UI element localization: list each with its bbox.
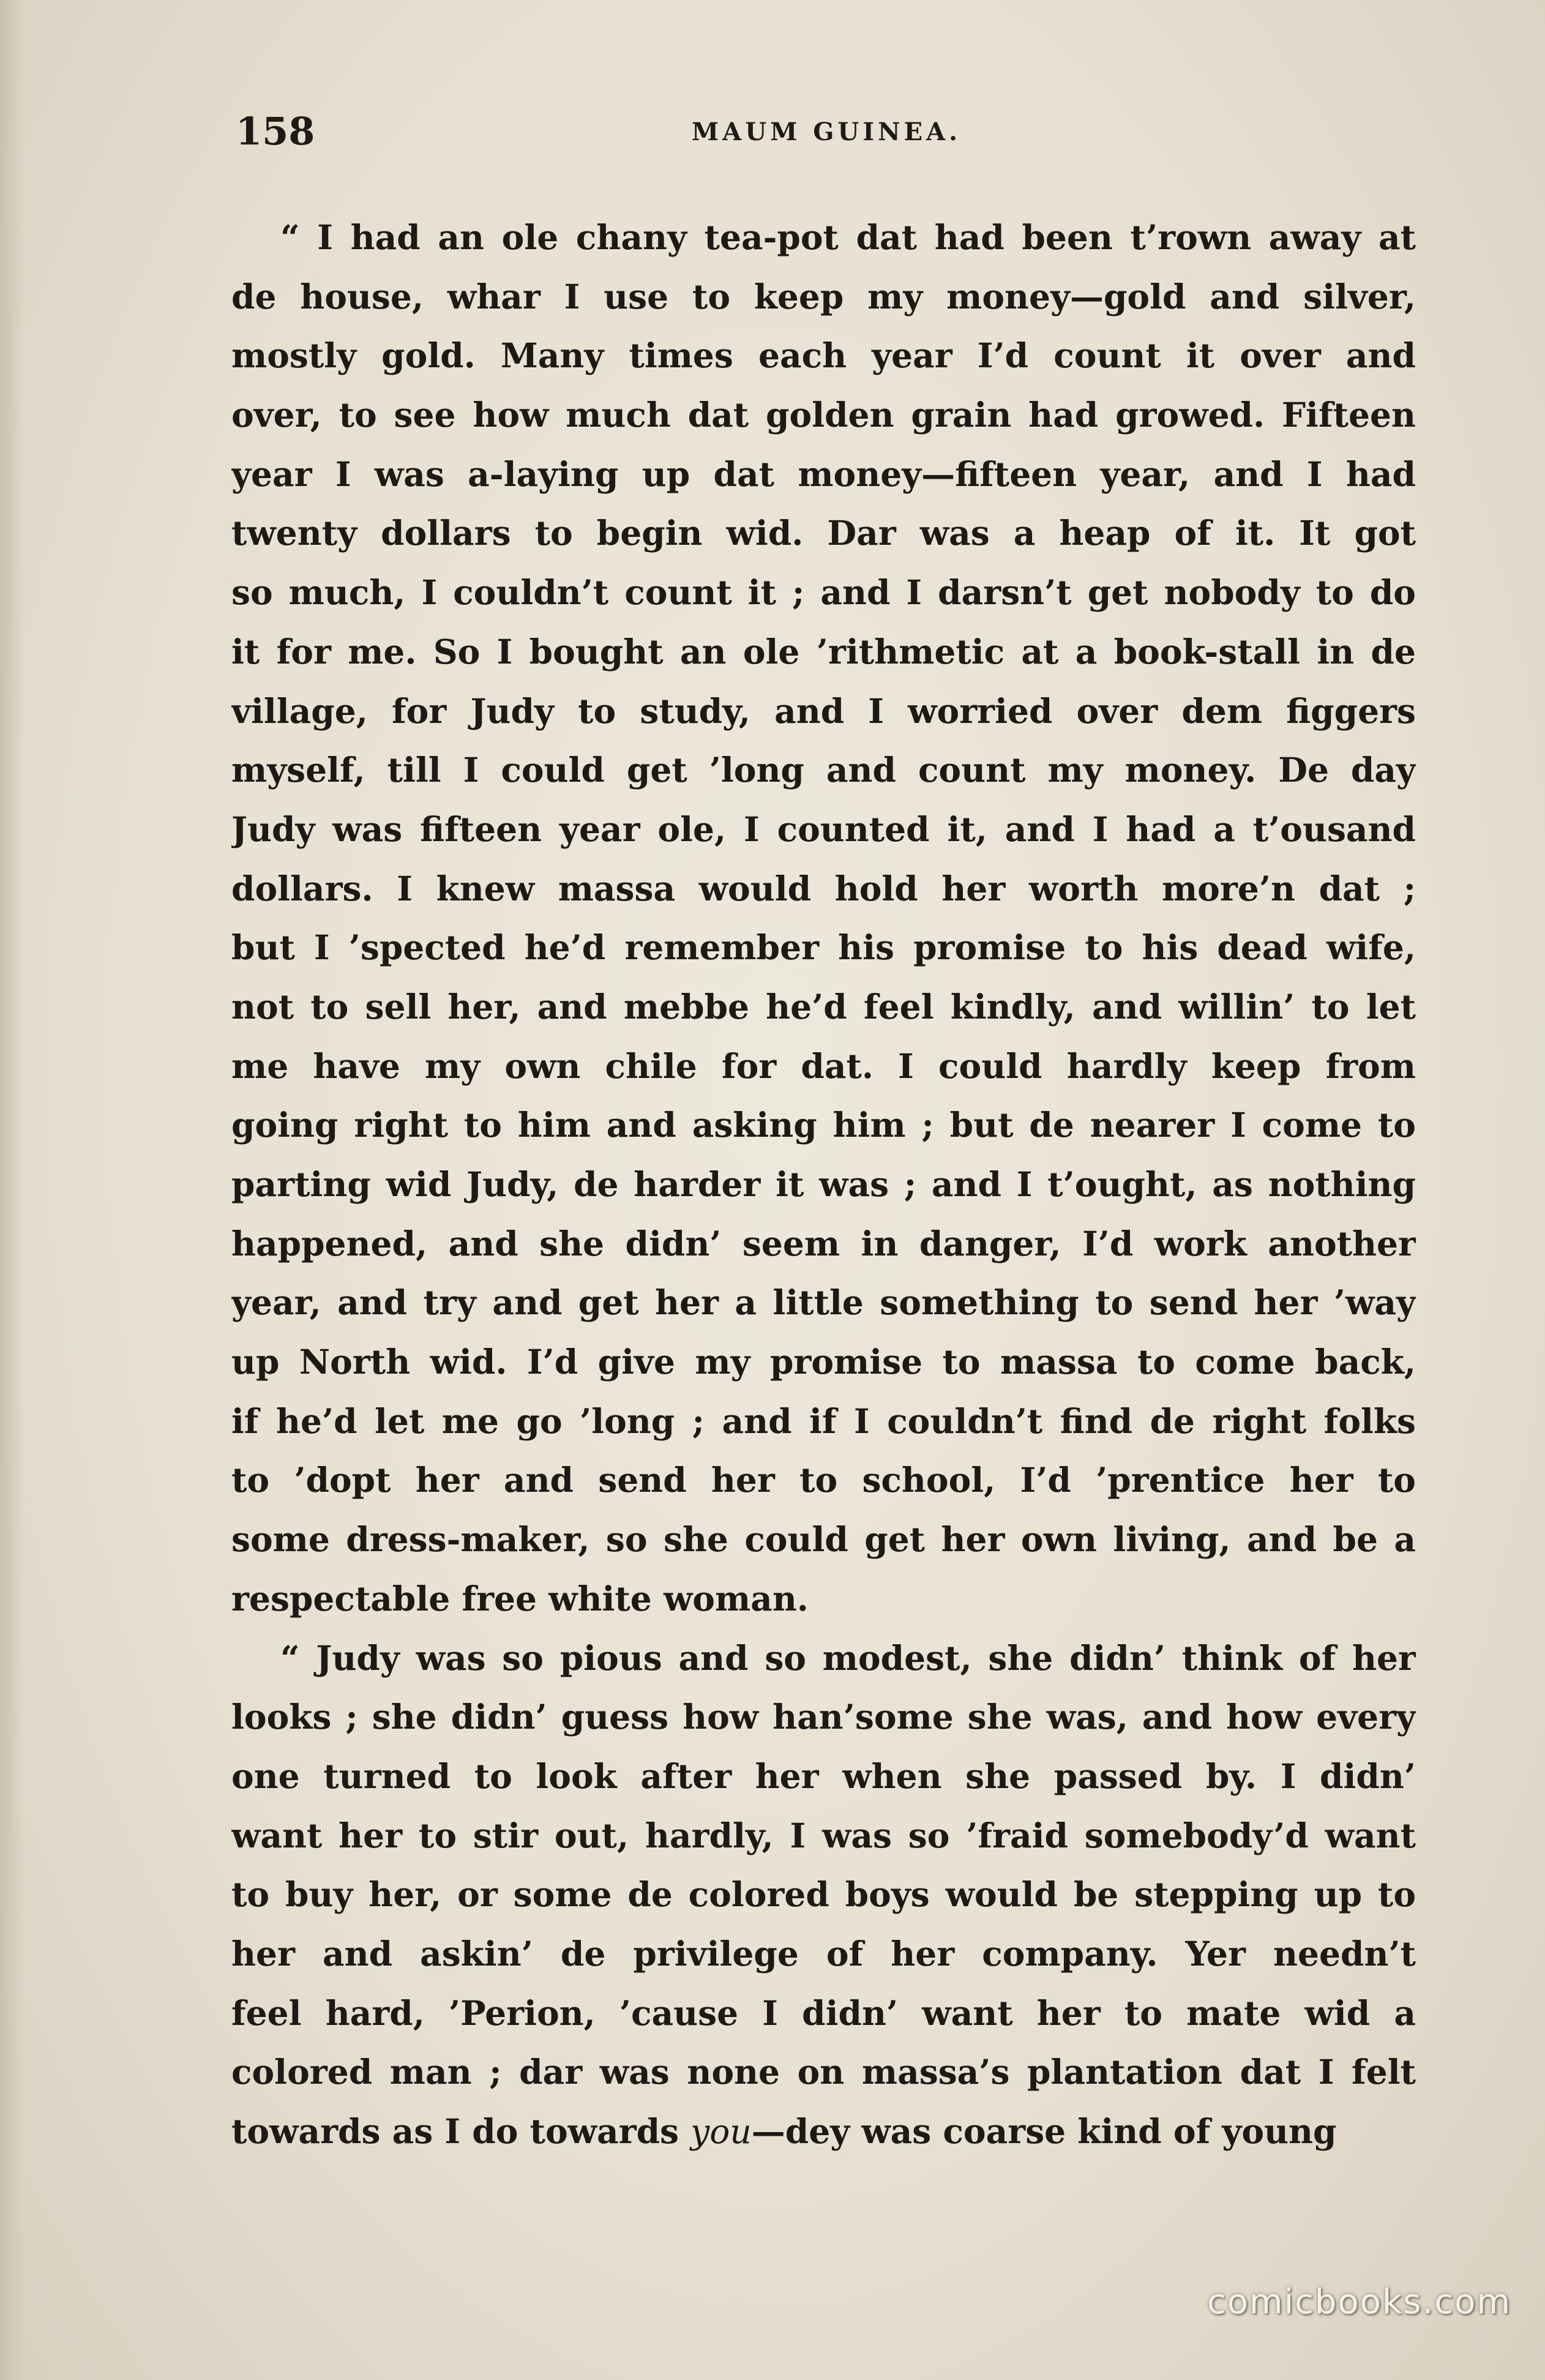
text-line: me have my own chile for dat. I could hardly keep from bbox=[231, 1046, 1416, 1086]
text-line: going right to him and asking him ; but de nearer I come to bbox=[231, 1105, 1416, 1145]
text-line: to buy her, or some de colored boys would be stepping up to bbox=[231, 1874, 1416, 1915]
emphasis: you bbox=[690, 2112, 752, 2151]
text-line: up North wid. I’d give my promise to massa to come back, bbox=[231, 1342, 1416, 1382]
page-header bbox=[236, 109, 1417, 164]
text-line: twenty dollars to begin wid. Dar was a heap of it. It got bbox=[231, 513, 1416, 553]
text-line: want her to stir out, hardly, I was so ’fraid somebody’d want bbox=[231, 1815, 1416, 1855]
text-line: parting wid Judy, de harder it was ; and I t’ought, as nothing bbox=[231, 1164, 1416, 1204]
text-line: but I ’spected he’d remember his promise to his dead wife, bbox=[231, 927, 1416, 968]
text-line: some dress-maker, so she could get her own living, and be a bbox=[231, 1519, 1416, 1560]
text-line: feel hard, ’Perion, ’cause I didn’ want her to mate wid a bbox=[231, 1993, 1416, 2033]
body-text bbox=[231, 208, 1416, 2161]
text-line: her and askin’ de privilege of her company. Yer needn’t bbox=[231, 1933, 1416, 1974]
text-line: year I was a-laying up dat money—fifteen year, and I had bbox=[231, 454, 1416, 494]
text-line: looks ; she didn’ guess how han’some she was, and how every bbox=[231, 1697, 1416, 1737]
page-gutter-shadow bbox=[0, 0, 24, 2380]
running-head: MAUM GUINEA. bbox=[691, 118, 962, 146]
text-line: dollars. I knew massa would hold her worth more’n dat ; bbox=[231, 868, 1416, 908]
text-line: year, and try and get her a little something to send her ’way bbox=[231, 1282, 1416, 1323]
text-line: it for me. So I bought an ole ’rithmetic at a book-stall in de bbox=[231, 631, 1416, 672]
text-line: towards as I do towards you—dey was coarse kind of young bbox=[231, 2111, 1337, 2151]
text-line: mostly gold. Many times each year I’d count it over and bbox=[231, 335, 1416, 376]
text-line: respectable free white woman. bbox=[231, 1578, 809, 1618]
text-line: happened, and she didn’ seem in danger, I’d work another bbox=[231, 1223, 1416, 1263]
text-line: colored man ; dar was none on massa’s plantation dat I felt bbox=[231, 2052, 1416, 2092]
text-line: myself, till I could get ’long and count my money. De day bbox=[231, 750, 1416, 790]
text-line: village, for Judy to study, and I worried over dem figgers bbox=[231, 690, 1416, 731]
text-line: Judy was fifteen year ole, I counted it, and I had a t’ousand bbox=[231, 809, 1416, 849]
text-line: to ’dopt her and send her to school, I’d ’prentice her to bbox=[231, 1460, 1416, 1500]
text-line: not to sell her, and mebbe he’d feel kindly, and willin’ to let bbox=[231, 986, 1416, 1027]
text-line: “ Judy was so pious and so modest, she didn’ think of her bbox=[280, 1637, 1416, 1678]
text-line: one turned to look after her when she passed by. I didn’ bbox=[231, 1756, 1416, 1796]
text-line: so much, I couldn’t count it ; and I darsn’t get nobody to do bbox=[231, 572, 1416, 613]
text-line: “ I had an ole chany tea-pot dat had been t’rown away at bbox=[280, 217, 1416, 257]
page-number: 158 bbox=[236, 109, 315, 154]
text-line: if he’d let me go ’long ; and if I couldn’t find de right folks bbox=[231, 1401, 1416, 1441]
watermark: comicbooks.com bbox=[1206, 2282, 1511, 2322]
text-line: over, to see how much dat golden grain had growed. Fifteen bbox=[231, 395, 1416, 435]
text-line: de house, whar I use to keep my money—gold and silver, bbox=[231, 276, 1416, 316]
